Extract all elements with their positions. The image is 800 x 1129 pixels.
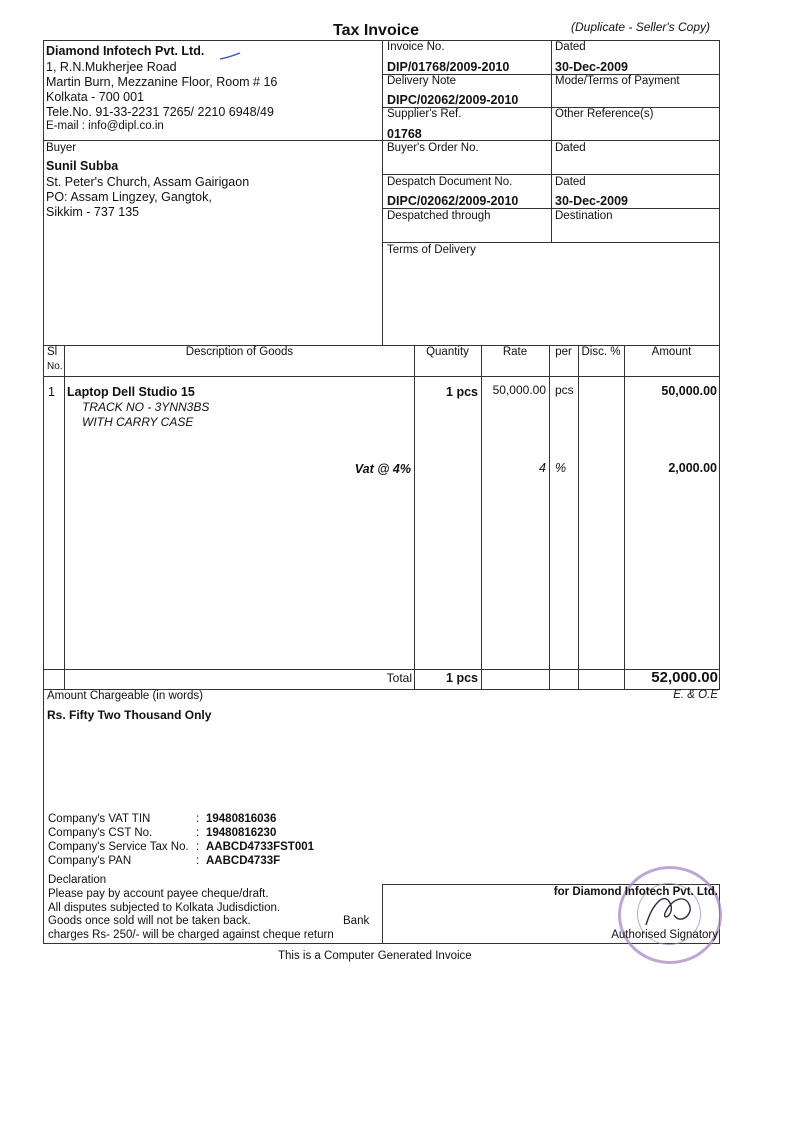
declaration-line1: Please pay by account payee cheque/draft. [48, 888, 269, 900]
col-header-description: Description of Goods [185, 346, 294, 358]
declaration-line2: All disputes subjected to Kolkata Judisdiction. [48, 902, 281, 914]
declaration-line3: Goods once sold will not be taken back. [48, 915, 251, 927]
frame-right [719, 40, 720, 690]
meta-row-line-4 [382, 174, 719, 175]
despatch-doc-value: DIPC/02062/2009-2010 [387, 194, 519, 208]
delivery-note-label: Delivery Note [387, 75, 457, 87]
declaration-line3-bank: Bank [343, 915, 370, 927]
vat-tin-label: Company's VAT TIN [48, 813, 151, 825]
item-amount: 50,000.00 [661, 384, 717, 398]
buyer-name: Sunil Subba [46, 159, 119, 173]
service-tax-label: Company's Service Tax No. [48, 841, 189, 853]
buyer-order-dated-label: Dated [555, 142, 586, 154]
despatch-dated-value: 30-Dec-2009 [555, 194, 628, 208]
service-tax-value: AABCD4733FST001 [206, 841, 315, 853]
other-ref-label: Other Reference(s) [555, 108, 654, 120]
vat-rate: 4 [539, 461, 546, 475]
invoice-no-value: DIP/01768/2009-2010 [387, 60, 510, 74]
footer-note: This is a Computer Generated Invoice [278, 950, 472, 962]
pan-colon: : [196, 855, 200, 867]
pan-value: AABCD4733F [206, 855, 281, 867]
pen-mark-icon [218, 51, 242, 61]
cst-no-label: Company's CST No. [48, 827, 153, 839]
total-label: Total [386, 671, 412, 685]
vat-label: Vat @ 4% [354, 462, 411, 476]
cst-no-value: 19480816230 [206, 827, 277, 839]
meta-row-line-5 [382, 208, 719, 209]
signature-box-bottom [43, 943, 720, 944]
amount-words-label: Amount Chargeable (in words) [47, 690, 203, 702]
despatch-dated-label: Dated [555, 176, 586, 188]
item-per: pcs [555, 383, 574, 397]
vat-amount: 2,000.00 [668, 461, 717, 475]
copy-note: (Duplicate - Seller's Copy) [571, 20, 711, 34]
seller-buyer-divider [43, 140, 382, 141]
item-note-case: WITH CARRY CASE [82, 415, 194, 429]
table-header-line [43, 376, 720, 377]
frame-left-lower [43, 689, 44, 943]
frame-left [43, 40, 44, 690]
total-quantity: 1 pcs [446, 671, 478, 685]
destination-label: Destination [555, 210, 613, 222]
col-divider-per [578, 345, 579, 690]
service-tax-colon: : [196, 841, 200, 853]
col-header-quantity: Quantity [426, 346, 469, 358]
frame-mid-divider [382, 40, 383, 346]
despatched-through-label: Despatched through [387, 210, 491, 222]
supplier-ref-value: 01768 [387, 127, 422, 141]
vat-per: % [555, 461, 567, 475]
seller-name: Diamond Infotech Pvt. Ltd. [46, 44, 205, 58]
item-name: Laptop Dell Studio 15 [67, 385, 195, 399]
buyer-address-line1: St. Peter's Church, Assam Gairigaon [46, 175, 250, 189]
col-header-amount: Amount [651, 346, 692, 358]
declaration-label: Declaration [48, 874, 107, 886]
item-quantity: 1 pcs [446, 385, 478, 399]
cst-no-colon: : [196, 827, 200, 839]
seller-address-line1: 1, R.N.Mukherjee Road [46, 60, 177, 74]
despatch-doc-label: Despatch Document No. [387, 176, 513, 188]
seller-email: E-mail : info@dipl.co.in [46, 120, 164, 132]
item-rate: 50,000.00 [492, 383, 546, 397]
col-divider-rate [549, 345, 550, 690]
meta-row-line-6 [382, 242, 719, 243]
total-amount: 52,000.00 [651, 669, 718, 686]
delivery-note-value: DIPC/02062/2009-2010 [387, 93, 519, 107]
vat-tin-value: 19480816036 [206, 813, 277, 825]
signature-for-company: for Diamond Infotech Pvt. Ltd. [553, 886, 718, 898]
col-header-disc: Disc. % [581, 346, 621, 358]
pan-label: Company's PAN [48, 855, 132, 867]
dated-value: 30-Dec-2009 [555, 60, 628, 74]
buyer-label: Buyer [46, 142, 77, 154]
dated-label: Dated [555, 41, 586, 53]
col-header-per: per [555, 346, 572, 358]
col-header-sl: Sl [47, 346, 58, 358]
col-header-rate: Rate [502, 346, 528, 358]
item-sl: 1 [48, 385, 55, 399]
invoice-no-label: Invoice No. [387, 41, 445, 53]
meta-col-divider [551, 40, 552, 243]
seller-address-line3: Kolkata - 700 001 [46, 90, 144, 104]
vat-tin-colon: : [196, 813, 200, 825]
invoice-title: Tax Invoice [333, 22, 419, 39]
meta-row-line-3 [382, 140, 719, 141]
signature-box-left [382, 884, 383, 944]
terms-delivery-label: Terms of Delivery [387, 244, 476, 256]
seller-phone: Tele.No. 91-33-2231 7265/ 2210 6948/49 [46, 105, 274, 119]
authorised-signatory: Authorised Signatory [611, 929, 718, 941]
seller-address-line2: Martin Burn, Mezzanine Floor, Room # 16 [46, 75, 278, 89]
supplier-ref-label: Supplier's Ref. [387, 108, 462, 120]
item-note-track: TRACK NO - 3YNN3BS [82, 400, 210, 414]
eoe-note: E. & O.E [673, 689, 718, 701]
buyer-address-line3: Sikkim - 737 135 [46, 205, 140, 219]
mode-terms-label: Mode/Terms of Payment [555, 75, 680, 87]
amount-words-value: Rs. Fifty Two Thousand Only [47, 708, 212, 722]
buyer-address-line2: PO: Assam Lingzey, Gangtok, [46, 190, 212, 204]
buyer-order-label: Buyer's Order No. [387, 142, 479, 154]
col-header-no: No. [47, 361, 63, 372]
declaration-line4: charges Rs- 250/- will be charged against cheque return [48, 929, 334, 941]
table-total-line [43, 669, 720, 670]
col-divider-sl [64, 345, 65, 690]
